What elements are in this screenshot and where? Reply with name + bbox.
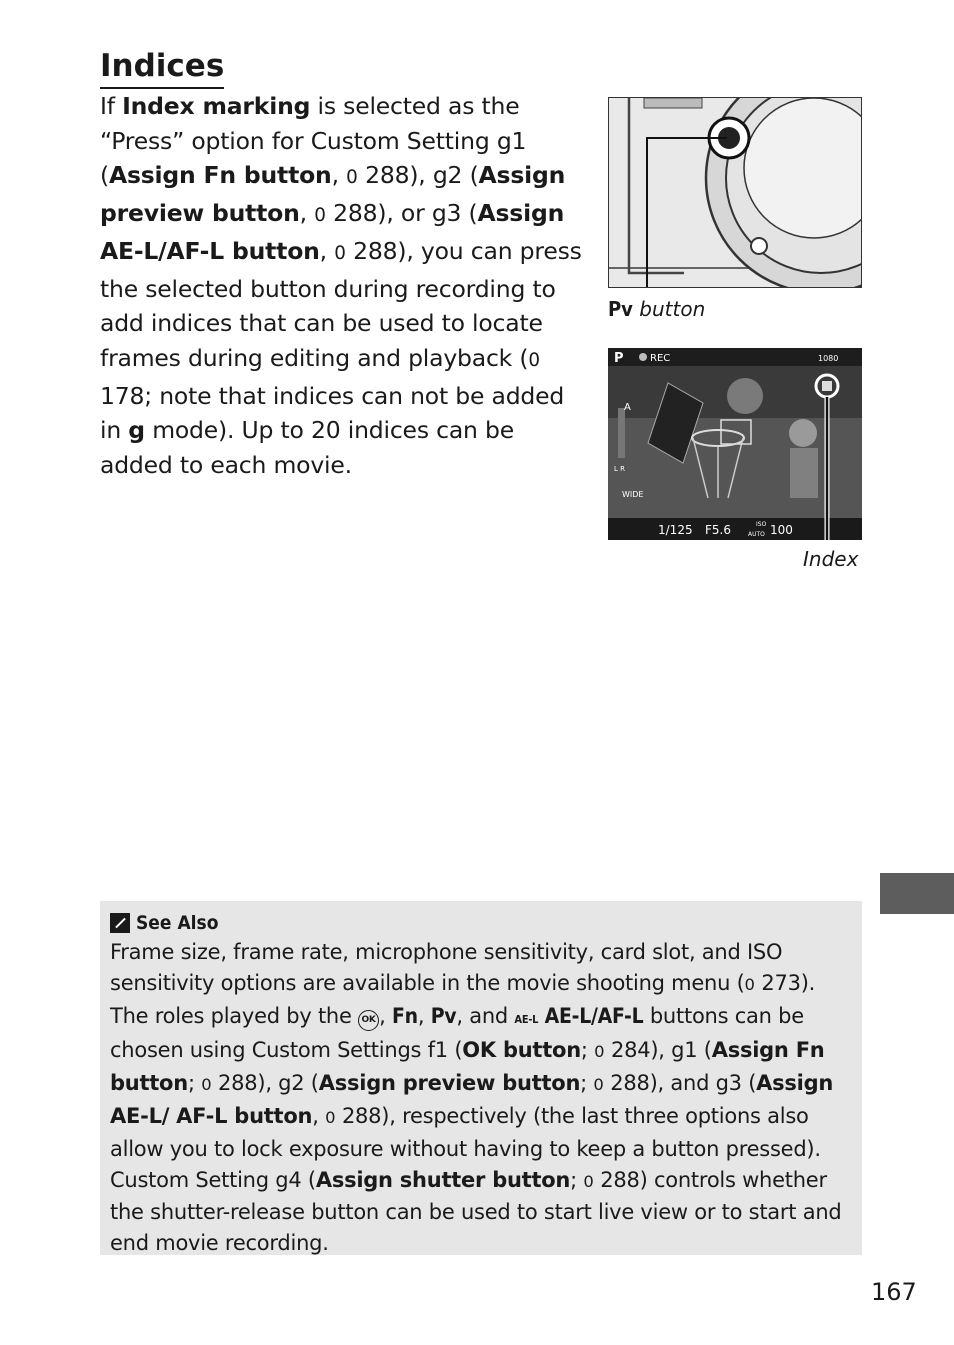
mode-indicator: P: [614, 351, 624, 366]
live-view-screen-illustration: [608, 348, 862, 540]
book-icon: 0: [593, 1075, 604, 1095]
book-icon: 0: [314, 205, 326, 227]
iso-value: 100: [770, 523, 793, 537]
text-run: ;: [580, 1071, 594, 1096]
text-run: ,: [299, 199, 315, 228]
bold-term: Assign shutter button: [315, 1167, 571, 1192]
aperture: F5.6: [705, 523, 731, 537]
audio-indicator: A: [624, 402, 631, 413]
pencil-icon: [110, 913, 130, 933]
ok-button-icon: OK: [358, 1010, 379, 1031]
text-run: ,: [379, 1003, 392, 1028]
bold-term: Index marking: [122, 92, 311, 120]
text-run: 288), respectively (the last three options also allow you to lock exposure without having to keep a button pressed). Custom Setting g4 (: [110, 1103, 821, 1192]
book-icon: 0: [346, 167, 358, 189]
see-also-text: [110, 937, 852, 1259]
body-paragraph: [100, 89, 590, 483]
book-icon: 0: [594, 1042, 605, 1062]
text-run: 288), g2 (: [357, 161, 479, 190]
text-run: is selected as the “Press” option for Custom Setting g1 (: [100, 92, 527, 190]
book-icon: 0: [744, 974, 755, 994]
text-run: 288), you can press the selected button during recording to add indices that can be used to locate frames during editing and playback (: [100, 236, 582, 372]
pv-label: Pv: [608, 297, 633, 321]
text-run: , and: [456, 1003, 515, 1028]
text-run: Frame size, frame rate, microphone sensitivity, card slot, and ISO sensitivity options are available in the movie shooting menu (: [110, 940, 783, 995]
text-run: 288), and g3 (: [603, 1071, 757, 1096]
frame-size-indicator: 1080: [818, 354, 839, 363]
button-label: button: [632, 297, 706, 321]
wind-indicator: WIDE: [622, 490, 644, 499]
text-run: mode). Up to 20 indices can be added to each movie.: [100, 416, 514, 480]
text-run: ,: [312, 1103, 326, 1128]
text-run: ,: [331, 161, 347, 190]
text-run: 284), g1 (: [604, 1038, 712, 1063]
camera-front-drawing: [609, 98, 862, 288]
text-run: 273). The roles played by the: [110, 970, 816, 1028]
bold-term: Assign AE-L/ AF-L button: [110, 1071, 834, 1128]
text-run: ;: [187, 1071, 202, 1096]
iso-label: ISO: [756, 521, 767, 528]
index-caption: Index: [803, 547, 859, 571]
chapter-tab: [880, 873, 954, 914]
section-heading: Indices: [100, 46, 224, 89]
camera-body-illustration: [608, 97, 862, 288]
channel-indicator: L R: [614, 465, 625, 473]
ael-afl-label: AE-L/AF-L: [538, 1003, 644, 1028]
page-number: 167: [871, 1278, 917, 1306]
iso-auto-label: AUTO: [748, 531, 765, 538]
text-run: ;: [570, 1167, 584, 1192]
book-icon: 0: [334, 242, 346, 264]
see-also-header: [110, 909, 852, 937]
text-run: ,: [319, 236, 335, 265]
bold-term: Assign Fn button: [110, 1038, 825, 1096]
text-run: buttons can be chosen using Custom Settings f1 (: [110, 1003, 804, 1063]
book-icon: 0: [201, 1075, 212, 1095]
bold-term: Assign AE-L/AF-L button: [100, 199, 565, 265]
bold-term: Assign preview button: [100, 161, 566, 228]
book-icon: 0: [528, 349, 541, 371]
pv-button-caption: [608, 297, 705, 321]
bold-term: OK button: [462, 1038, 581, 1063]
rec-indicator: REC: [650, 353, 671, 364]
text-run: If: [100, 92, 123, 120]
bold-term: Assign Fn button: [108, 161, 332, 190]
text-run: ,: [417, 1003, 431, 1028]
text-run: ;: [580, 1038, 595, 1063]
text-run: 288), g2 (: [211, 1071, 319, 1096]
see-also-title: See Also: [136, 912, 219, 934]
ael-afl-icon: AE-L: [514, 1012, 539, 1026]
fn-label: Fn: [391, 1003, 418, 1028]
book-icon: 0: [583, 1171, 594, 1191]
text-run: 178; note that indices can not be added in: [100, 381, 565, 445]
pv-label: Pv: [430, 1003, 457, 1028]
text-run: 288), or g3 (: [325, 199, 478, 228]
book-icon: 0: [325, 1107, 336, 1127]
see-also-box: [100, 901, 862, 1255]
movie-mode-icon: g: [128, 416, 145, 445]
text-run: 288) controls whether the shutter-release button can be used to start live view or to start and end movie recording.: [110, 1167, 842, 1256]
shutter-speed: 1/125: [658, 523, 693, 537]
live-view-photo: [608, 348, 862, 540]
bold-term: Assign preview button: [318, 1071, 581, 1096]
